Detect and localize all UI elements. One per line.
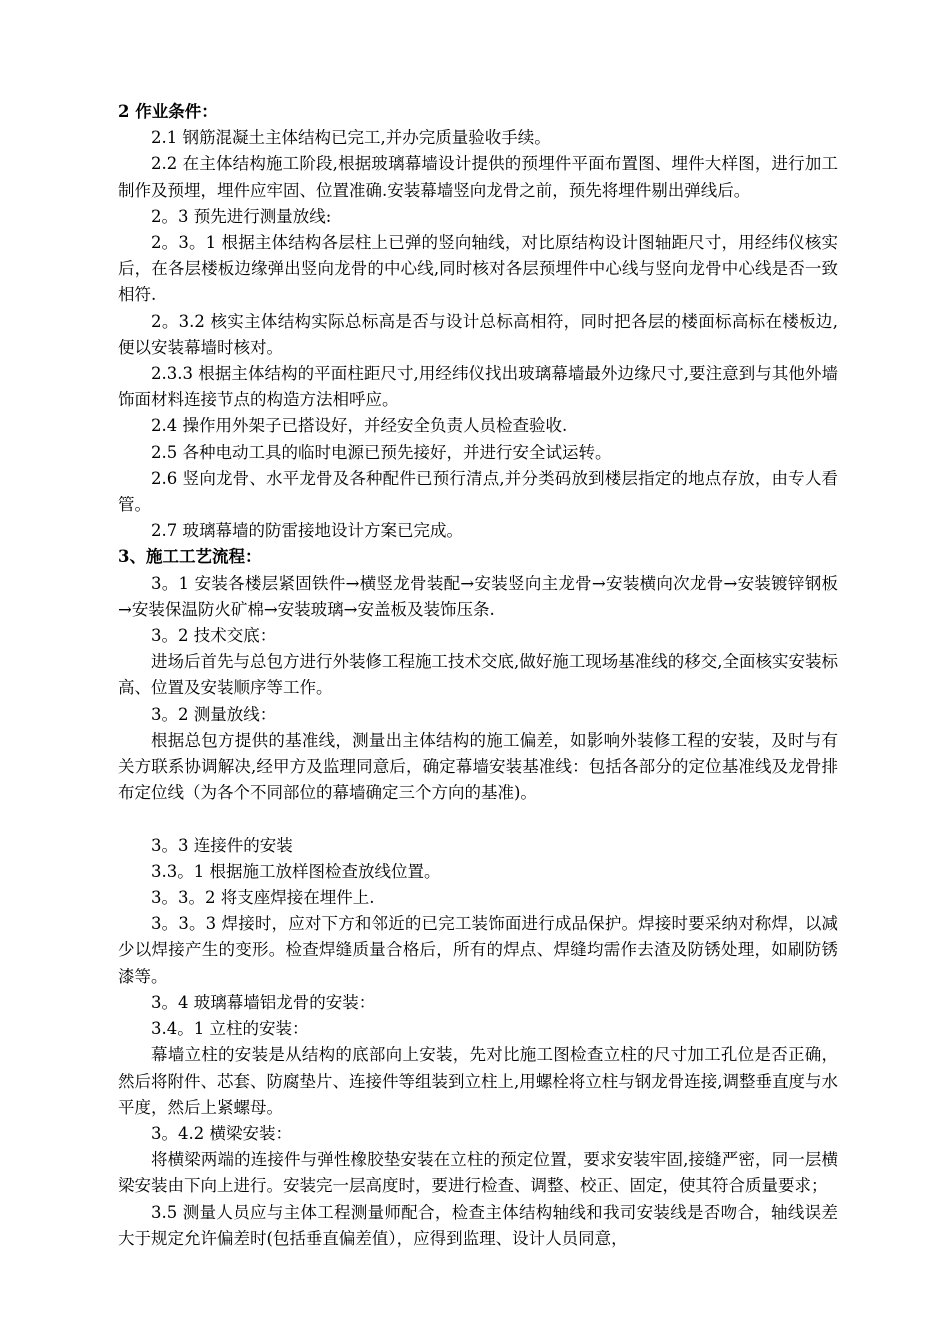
clause-3-3-1: 3.3。1 根据施工放样图检查放线位置。	[151, 861, 441, 881]
clause-3-4-1-body: 幕墙立柱的安装是从结构的底部向上安装，先对比施工图检查立柱的尺寸加工孔位是否正确，然后将附件、芯套、防腐垫片、连接件等组装到立柱上,用螺栓将立柱与钢龙骨连接,调整垂直度与水平度，然后上紧螺母。	[118, 1045, 838, 1117]
document-page	[118, 99, 838, 1252]
clause-3-3-3: 3。3。3 焊接时，应对下方和邻近的已完工装饰面进行成品保护。焊接时要采纳对称焊，以减少以焊接产生的变形。检查焊缝质量合格后，所有的焊点、焊缝均需作去渣及防锈处理，如刷防锈漆等。	[118, 914, 838, 986]
clause-3-1: 3。1 安装各楼层紧固铁件→横竖龙骨装配→安装竖向主龙骨→安装横向次龙骨→安装镀锌钢板→安装保温防火矿棉→安装玻璃→安盖板及装饰压条.	[118, 573, 838, 619]
clause-2-7: 2.7 玻璃幕墙的防雷接地设计方案已完成。	[151, 521, 463, 541]
clause-2-3-2: 2。3.2 核实主体结构实际总标高是否与设计总标高相符，同时把各层的楼面标高标在楼板边,便以安装幕墙时核对。	[118, 311, 838, 357]
clause-3-3-2: 3。3。2 将支座焊接在埋件上.	[151, 888, 375, 908]
clause-3-4-title: 3。4 玻璃幕墙铝龙骨的安装：	[151, 992, 376, 1012]
clause-3-4-2-body: 将横梁两端的连接件与弹性橡胶垫安装在立柱的预定位置，要求安装牢固,接缝严密，同一层横梁安装由下向上进行。安装完一层高度时，要进行检查、调整、校正、固定，使其符合质量要求；	[118, 1150, 838, 1196]
clause-2-4: 2.4 操作用外架子已搭设好，并经安全负责人员检查验收.	[151, 416, 568, 436]
clause-3-2-survey-body: 根据总包方提供的基准线，测量出主体结构的施工偏差，如影响外装修工程的安装，及时与有关方联系协调解决,经甲方及监理同意后，确定幕墙安装基准线：包括各部分的定位基准线及龙骨排布定位线（为各个不同部位的幕墙确定三个方向的基准)。	[118, 730, 838, 803]
clause-2-3: 2。3 预先进行测量放线:	[151, 206, 332, 226]
section-heading-3: 3、施工工艺流程：	[118, 547, 262, 567]
clause-3-5: 3.5 测量人员应与主体工程测量师配合，检查主体结构轴线和我司安装线是否吻合，轴线误差大于规定允许偏差时(包括垂直偏差值），应得到监理、设计人员同意，	[118, 1202, 838, 1248]
clause-2-2: 2.2 在主体结构施工阶段,根据玻璃幕墙设计提供的预埋件平面布置图、埋件大样图，进行加工制作及预埋，埋件应牢固、位置准确.安装幕墙竖向龙骨之前，预先将埋件剔出弹线后。	[118, 154, 838, 200]
blank-line	[118, 806, 838, 832]
clause-2-1: 2.1 钢筋混凝土主体结构已完工,并办完质量验收手续。	[151, 128, 551, 148]
clause-2-3-1: 2。3。1 根据主体结构各层柱上已弹的竖向轴线，对比原结构设计图轴距尺寸，用经纬仪核实后，在各层楼板边缘弹出竖向龙骨的中心线,同时核对各层预埋件中心线与竖向龙骨中心线是否一致相符.	[118, 233, 838, 305]
section-heading-2: 2 作业条件：	[118, 102, 218, 121]
clause-3-2-survey-title: 3。2 测量放线：	[151, 704, 277, 724]
clause-3-4-2-title: 3。4.2 横梁安装：	[151, 1123, 292, 1143]
clause-3-3-title: 3。3 连接件的安装	[151, 835, 293, 855]
clause-3-4-1-title: 3.4。1 立柱的安装：	[151, 1019, 309, 1039]
clause-3-2-title: 3。2 技术交底：	[151, 626, 277, 646]
clause-3-2-body: 进场后首先与总包方进行外装修工程施工技术交底,做好施工现场基准线的移交,全面核实安装标高、位置及安装顺序等工作。	[118, 652, 838, 698]
clause-2-3-3: 2.3.3 根据主体结构的平面柱距尺寸,用经纬仪找出玻璃幕墙最外边缘尺寸,要注意到与其他外墙饰面材料连接节点的构造方法相呼应。	[118, 364, 838, 410]
clause-2-5: 2.5 各种电动工具的临时电源已预先接好，并进行安全试运转。	[151, 442, 612, 462]
clause-2-6: 2.6 竖向龙骨、水平龙骨及各种配件已预行清点,并分类码放到楼层指定的地点存放，由专人看管。	[118, 468, 838, 515]
